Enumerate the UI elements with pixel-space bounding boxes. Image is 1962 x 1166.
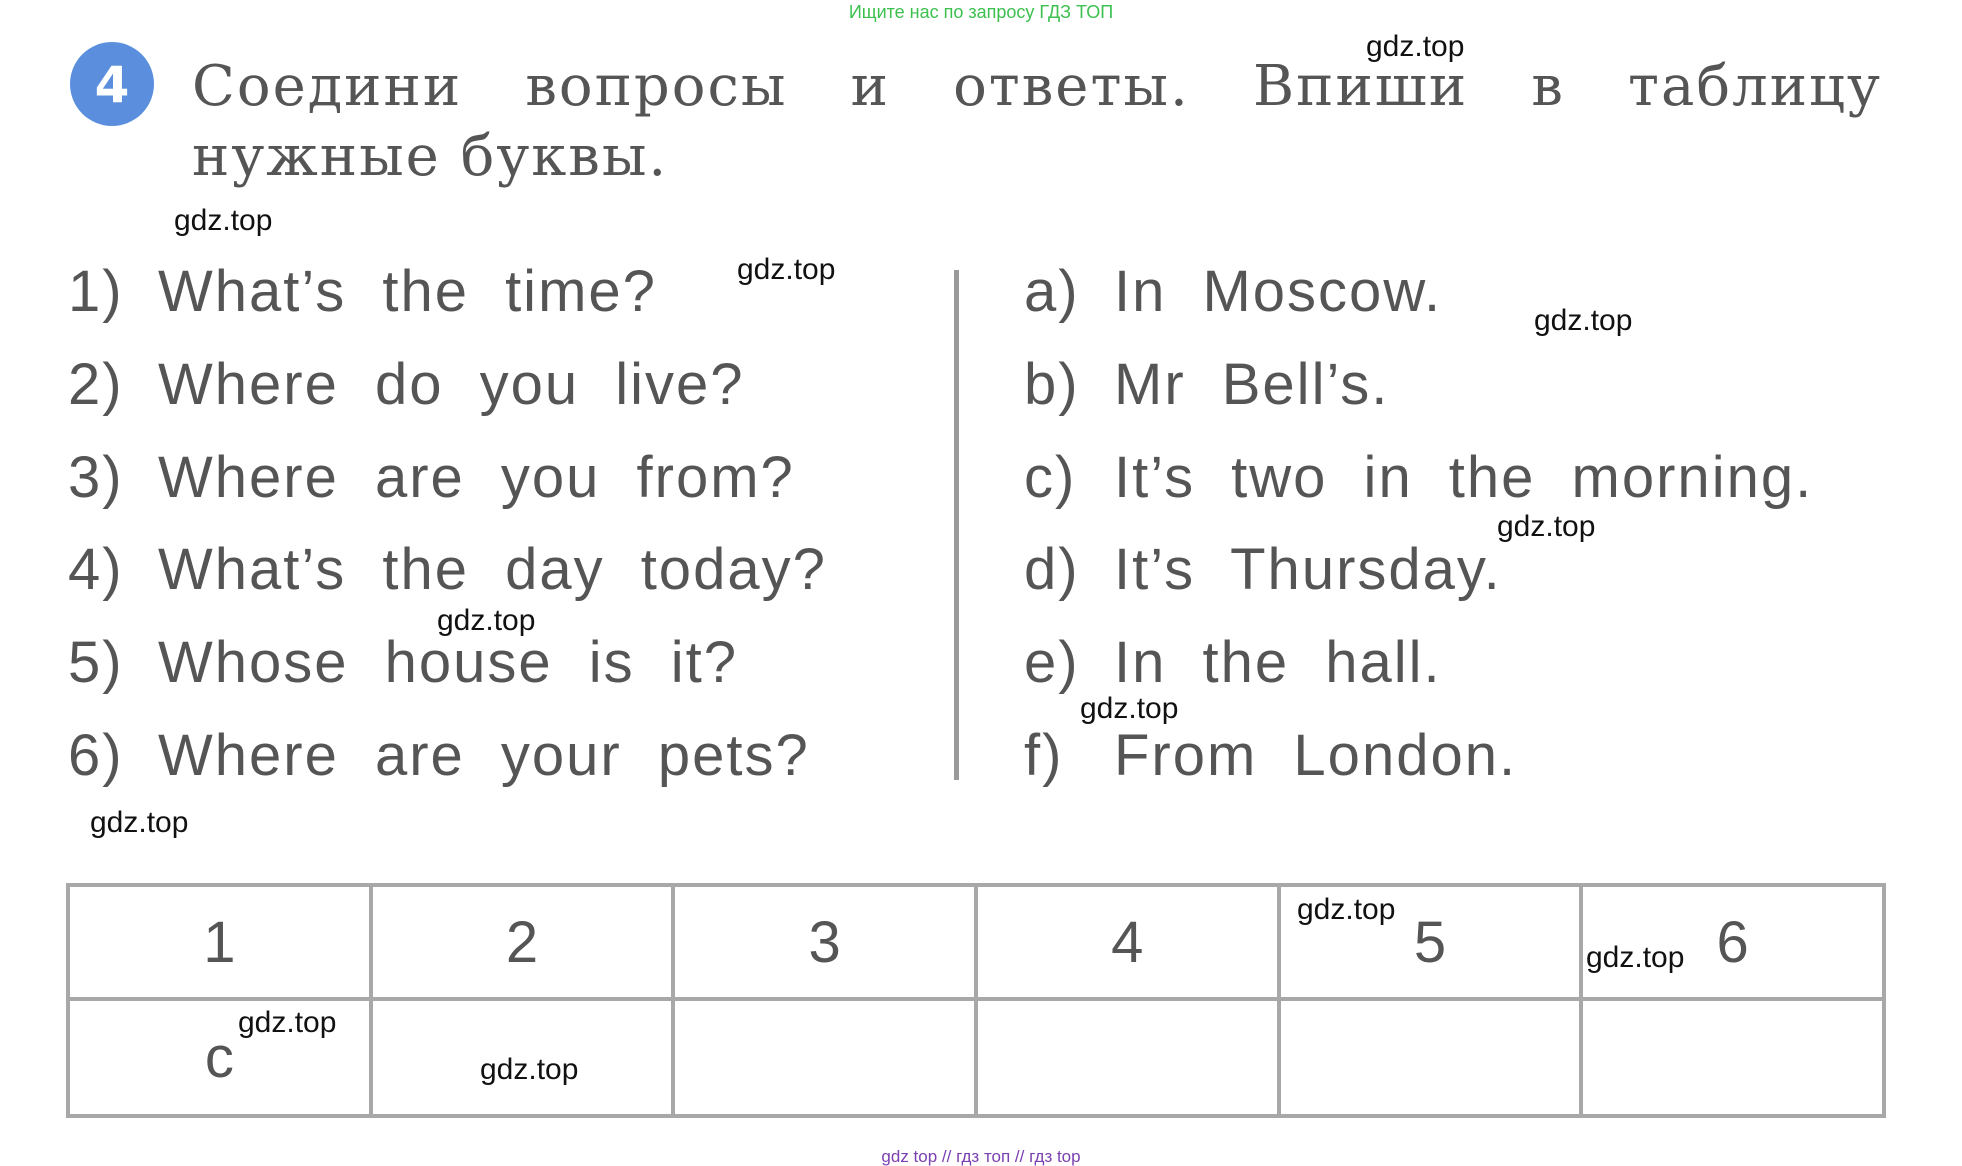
answer-table-answer-row xyxy=(68,999,1884,1116)
answer-cell[interactable] xyxy=(673,999,976,1116)
question-text: What’s the time? xyxy=(158,259,657,324)
question-number: 6) xyxy=(68,723,124,788)
answer-cell[interactable] xyxy=(1581,999,1884,1116)
question-text: Whose house is it? xyxy=(158,630,739,695)
watermark: gdz.top xyxy=(1586,941,1685,974)
answer-text: It’s two in the morning. xyxy=(1114,445,1814,510)
instruction-line-1: Соедини вопросы и ответы. Впиши в таблицу xyxy=(192,54,1882,119)
watermark: gdz.top xyxy=(238,1006,337,1039)
question-3 xyxy=(68,445,795,510)
question-text: Where are your pets? xyxy=(158,723,810,788)
answer-b xyxy=(1024,352,1390,417)
header-cell: 2 xyxy=(371,885,674,999)
watermark: gdz.top xyxy=(1497,510,1596,543)
answer-table xyxy=(66,883,1886,1118)
question-2 xyxy=(68,352,745,417)
answer-letter: a) xyxy=(1024,259,1080,324)
answer-d xyxy=(1024,537,1502,602)
header-cell: 6 xyxy=(1581,885,1884,999)
answer-text: It’s Thursday. xyxy=(1114,537,1502,602)
header-cell: 5 xyxy=(1279,885,1582,999)
answer-letter: b) xyxy=(1024,352,1080,417)
answer-letter: c) xyxy=(1024,445,1077,510)
question-5 xyxy=(68,630,739,695)
question-6 xyxy=(68,723,810,788)
answer-letter: f) xyxy=(1024,723,1064,788)
instruction-line-2: нужные буквы. xyxy=(192,124,669,189)
header-cell: 3 xyxy=(673,885,976,999)
watermark: gdz.top xyxy=(90,806,189,839)
answer-cell[interactable] xyxy=(976,999,1279,1116)
question-text: Where are you from? xyxy=(158,445,795,510)
answer-text: From London. xyxy=(1114,723,1518,788)
question-number: 5) xyxy=(68,630,124,695)
answer-a xyxy=(1024,259,1443,324)
bottom-banner: gdz top // гдз топ // гдз top xyxy=(881,1147,1081,1166)
question-number: 4) xyxy=(68,537,124,602)
answer-letter: d) xyxy=(1024,537,1080,602)
column-divider xyxy=(954,270,959,780)
question-1 xyxy=(68,259,657,324)
task-instruction xyxy=(192,52,1882,192)
answer-text: In the hall. xyxy=(1114,630,1442,695)
question-number: 1) xyxy=(68,259,124,324)
header-cell: 4 xyxy=(976,885,1279,999)
answer-c xyxy=(1024,445,1814,510)
answer-e xyxy=(1024,630,1442,695)
question-number: 2) xyxy=(68,352,124,417)
question-number: 3) xyxy=(68,445,124,510)
top-banner: Ищите нас по запросу ГДЗ ТОП xyxy=(848,2,1114,22)
answer-text: In Moscow. xyxy=(1114,259,1443,324)
watermark: gdz.top xyxy=(1366,30,1465,63)
header-cell: 1 xyxy=(68,885,371,999)
watermark: gdz.top xyxy=(1297,893,1396,926)
task-number-badge: 4 xyxy=(70,42,154,126)
watermark: gdz.top xyxy=(480,1053,579,1086)
answer-cell[interactable]: c xyxy=(68,999,371,1116)
answer-text: Mr Bell’s. xyxy=(1114,352,1390,417)
watermark: gdz.top xyxy=(737,253,836,286)
watermark: gdz.top xyxy=(1080,692,1179,725)
watermark: gdz.top xyxy=(1534,304,1633,337)
question-4 xyxy=(68,537,827,602)
watermark: gdz.top xyxy=(174,204,273,237)
question-text: What’s the day today? xyxy=(158,537,827,602)
answer-letter: e) xyxy=(1024,630,1080,695)
answer-f xyxy=(1024,723,1518,788)
question-text: Where do you live? xyxy=(158,352,745,417)
watermark: gdz.top xyxy=(437,604,536,637)
answer-cell[interactable] xyxy=(1279,999,1582,1116)
